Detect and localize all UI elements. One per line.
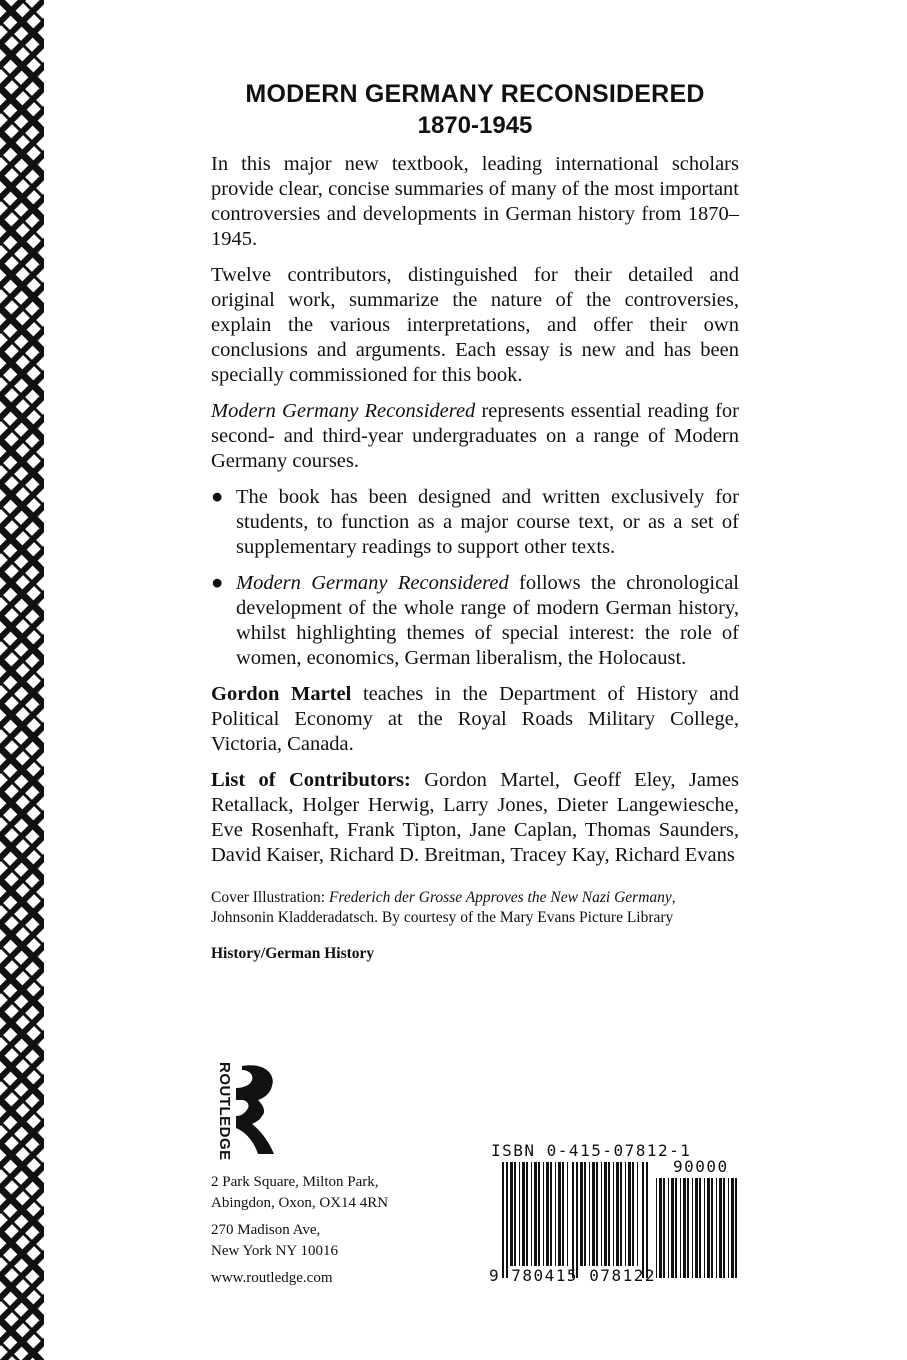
barcode-bar <box>637 1162 638 1266</box>
barcode-bar <box>656 1178 657 1278</box>
book-subtitle: 1870-1945 <box>417 112 533 139</box>
book-title-italic: Modern Germany Reconsidered <box>211 400 476 422</box>
barcode-bar <box>668 1178 669 1278</box>
address-line: 2 Park Square, Milton Park, <box>211 1174 379 1190</box>
publisher-address <box>211 1172 388 1289</box>
barcode-bar <box>659 1178 662 1278</box>
barcode-bar <box>531 1162 532 1266</box>
barcode-bar <box>550 1162 552 1266</box>
contributors-names: Gordon Martel, Geoff Eley, James Retallack, Holger Herwig, Larry Jones, Dieter Langewiesche, Eve Rosenhaft, Frank Tipton, Jane Caplan, Thomas Saunders, David Kaiser, Richard D. Breitman, Tracey Kay, Richard Evans <box>211 769 740 866</box>
address-line: New York NY 10016 <box>211 1243 338 1259</box>
publisher-website: www.routledge.com <box>211 1270 333 1286</box>
barcode-bar <box>620 1162 622 1266</box>
barcode-bar <box>680 1178 681 1278</box>
barcode-bar <box>519 1162 520 1266</box>
decorative-lattice-border <box>0 0 44 1360</box>
author-bio <box>211 682 739 757</box>
routledge-logo <box>206 1060 280 1160</box>
barcode-guard-bar <box>572 1162 574 1278</box>
routledge-r-profile-icon <box>236 1065 274 1154</box>
list-item <box>211 485 739 560</box>
publisher-name: ROUTLEDGE <box>216 1062 233 1160</box>
barcode-bar <box>625 1162 626 1266</box>
barcode-bar <box>584 1162 586 1266</box>
barcode-bar <box>613 1162 614 1266</box>
book-title-italic: Modern Germany Reconsidered <box>236 572 509 594</box>
barcode-bar <box>683 1178 686 1278</box>
cover-credit-rest: , Johnsonin Kladderadatsch. By courtesy of the Mary Evans Picture Library <box>211 889 676 926</box>
barcode-bar <box>695 1178 698 1278</box>
barcode-bar <box>538 1162 540 1266</box>
back-cover-text <box>211 78 739 964</box>
author-bio-text: teaches in the Department of History and Political Economy at the Royal Roads Military College, Victoria, Canada. <box>211 683 740 755</box>
contributors-label: List of Contributors: <box>211 769 411 791</box>
barcode-bar <box>628 1162 631 1266</box>
isbn-label: ISBN 0-415-07812-1 <box>491 1141 692 1160</box>
feature-list <box>211 485 739 671</box>
barcode-bar <box>589 1162 590 1266</box>
barcode-guard-bar <box>576 1162 578 1278</box>
audience-text: represents essential reading for second- and third-year undergraduates on a range of Modern Germany courses. <box>211 400 739 472</box>
barcode-bar <box>735 1178 737 1278</box>
barcode-bar <box>567 1162 568 1266</box>
intro-paragraph: In this major new textbook, leading international scholars provide clear, concise summaries of many of the most important controversies and developments in German history from 1870–1945. <box>211 153 739 250</box>
barcode-bar <box>692 1178 693 1278</box>
barcode-bar <box>534 1162 537 1266</box>
barcode-bar <box>526 1162 528 1266</box>
cover-credit <box>211 888 739 928</box>
barcode-bar <box>522 1162 525 1266</box>
barcode-bar <box>707 1178 710 1278</box>
barcode-guard-bar <box>506 1162 508 1278</box>
barcode-bar <box>632 1162 634 1266</box>
barcode-bar <box>719 1178 722 1278</box>
audience-paragraph <box>211 399 739 474</box>
barcode-guard-bar <box>502 1162 504 1278</box>
barcode-bar <box>675 1178 677 1278</box>
contributors-paragraph: Twelve contributors, distinguished for their detailed and original work, summarize the nature of the controversies, explain the various interpretations, and offer their own conclusions and arguments. Each essay is new and has been specially commissioned for this book. <box>211 264 739 386</box>
barcode-bar <box>543 1162 544 1266</box>
barcode-bar <box>562 1162 564 1266</box>
contributors-list <box>211 768 739 868</box>
cover-credit-work: Frederich der Grosse Approves the New Nazi Germany <box>328 889 672 906</box>
barcode-bar <box>723 1178 725 1278</box>
barcode-guard-bar <box>646 1162 648 1278</box>
barcode-guard-bar <box>642 1162 644 1278</box>
bullet-text: The book has been designed and written exclusively for students, to function as a major course text, or as a set of supplementary readings to support other texts. <box>236 486 739 558</box>
list-item <box>211 571 739 671</box>
book-title: MODERN GERMANY RECONSIDERED <box>245 80 705 108</box>
barcode-bar <box>604 1162 607 1266</box>
barcode-ean-number: 9 780415 078122 <box>489 1266 656 1285</box>
barcode-bar <box>580 1162 583 1266</box>
cover-credit-label: Cover Illustration: <box>211 889 329 906</box>
barcode-bar <box>671 1178 674 1278</box>
barcode-bar <box>546 1162 549 1266</box>
barcode-bar <box>616 1162 619 1266</box>
barcode-bar <box>687 1178 689 1278</box>
bullet-text: follows the chronological development of the whole range of modern German history, whilst highlighting themes of special interest: the role of women, economics, German liberalism, the Holocaust. <box>236 572 739 669</box>
barcode-bar <box>510 1162 513 1266</box>
barcode-bar <box>699 1178 701 1278</box>
barcode-bar <box>601 1162 602 1266</box>
barcode-bar <box>558 1162 561 1266</box>
barcode-bar <box>592 1162 595 1266</box>
address-line: Abingdon, Oxon, OX14 4RN <box>211 1195 389 1211</box>
subject-category: History/German History <box>211 945 375 962</box>
barcode-bar <box>555 1162 556 1266</box>
barcode-bar <box>704 1178 705 1278</box>
barcode-bar <box>663 1178 665 1278</box>
barcode-bar <box>728 1178 729 1278</box>
barcode-bar <box>514 1162 516 1266</box>
author-name: Gordon Martel <box>211 683 352 705</box>
barcode-addon-number: 90000 <box>673 1157 729 1176</box>
bullet-icon: ● <box>211 572 224 594</box>
bullet-icon: ● <box>211 486 224 508</box>
barcode-bar <box>608 1162 610 1266</box>
barcode-bar <box>711 1178 713 1278</box>
barcode-bar <box>596 1162 598 1266</box>
barcode-bar <box>731 1178 734 1278</box>
address-line: 270 Madison Ave, <box>211 1222 321 1238</box>
barcode-bar <box>716 1178 717 1278</box>
